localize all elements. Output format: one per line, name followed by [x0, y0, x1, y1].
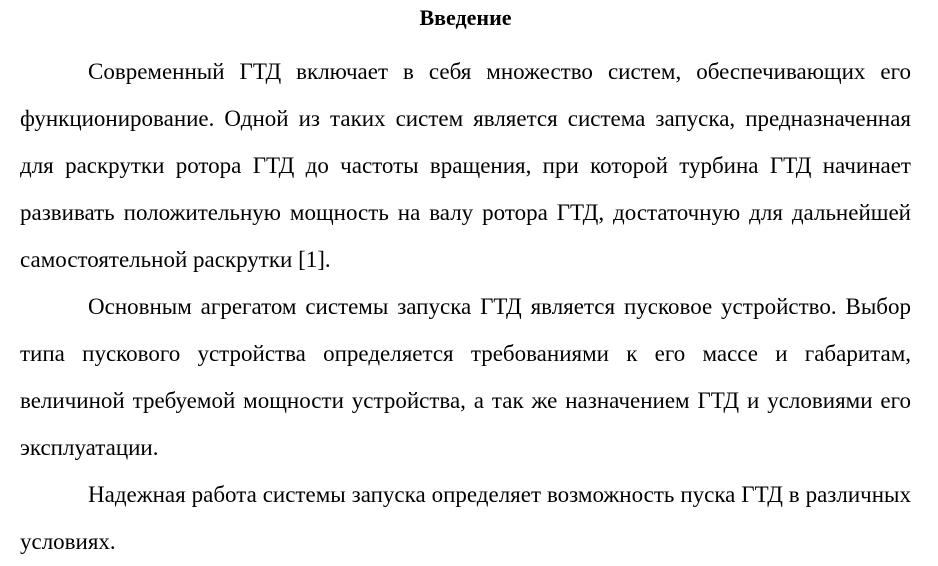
section-heading: Введение — [419, 5, 512, 30]
document-page — [20, 0, 911, 565]
paragraph-1: Современный ГТД включает в себя множество систем, обеспечивающих его функционирование. Одной из таких систем является система запуска, предназначенная для раскрутки ротора ГТД до частоты вращения, при которой турбина ГТД начинает развивать положительную мощность на валу ротора ГТД, достаточную для дальнейшей самостоятельной раскрутки [1]. — [20, 59, 911, 272]
paragraph-2: Основным агрегатом системы запуска ГТД является пусковое устройство. Выбор типа пускового устройства определяется требованиями к его массе и габаритам, величиной требуемой мощности устройства, а так же назначением ГТД и условиями его эксплуатации. — [20, 294, 911, 460]
paragraph-3: Надежная работа системы запуска определяет возможность пуска ГТД в различных условиях. — [20, 482, 911, 554]
